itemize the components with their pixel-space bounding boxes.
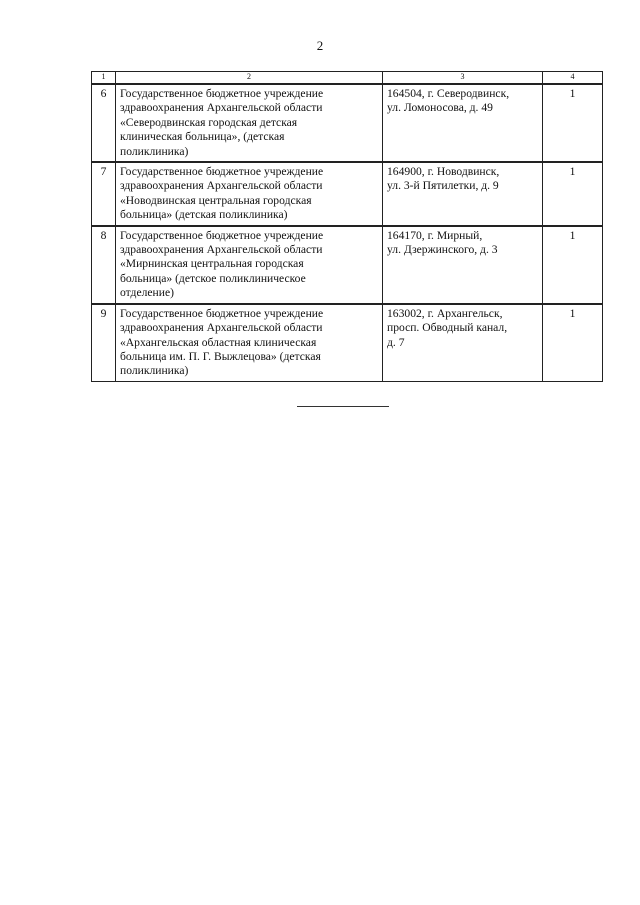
institution-address: 163002, г. Архангельск, просп. Обводный канал, д. 7: [383, 304, 543, 382]
page-number: 2: [316, 38, 324, 53]
table-row: [92, 84, 603, 162]
institution-address: 164504, г. Северодвинск, ул. Ломоносова, д. 49: [383, 84, 543, 162]
quantity: 1: [543, 162, 603, 226]
institution-name: Государственное бюджетное учреждение здравоохранения Архангельской области «Мирнинская центральная городская больница» (детское поликлиническое отделение): [116, 226, 383, 304]
header-cell-4: 4: [543, 72, 603, 85]
institution-address: 164170, г. Мирный, ул. Дзержинского, д. 3: [383, 226, 543, 304]
row-number: 8: [92, 226, 116, 304]
table-row: [92, 304, 603, 382]
quantity: 1: [543, 304, 603, 382]
institution-name: Государственное бюджетное учреждение здравоохранения Архангельской области «Архангельская областная клиническая больница им. П. Г. Выжлецова» (детская поликлиника): [116, 304, 383, 382]
row-number: 9: [92, 304, 116, 382]
table-header-row: [92, 72, 603, 85]
row-number: 7: [92, 162, 116, 226]
institutions-table: [91, 71, 603, 382]
quantity: 1: [543, 226, 603, 304]
header-cell-3: 3: [383, 72, 543, 85]
quantity: 1: [543, 84, 603, 162]
header-cell-1: 1: [92, 72, 116, 85]
institution-name: Государственное бюджетное учреждение здравоохранения Архангельской области «Северодвинская городская детская клиническая больница», (детская поликлиника): [116, 84, 383, 162]
institution-name: Государственное бюджетное учреждение здравоохранения Архангельской области «Новодвинская центральная городская больница» (детская поликлиника): [116, 162, 383, 226]
table-row: [92, 162, 603, 226]
row-number: 6: [92, 84, 116, 162]
end-of-document-line: [297, 406, 389, 407]
table-row: [92, 226, 603, 304]
institution-address: 164900, г. Новодвинск, ул. 3-й Пятилетки, д. 9: [383, 162, 543, 226]
header-cell-2: 2: [116, 72, 383, 85]
